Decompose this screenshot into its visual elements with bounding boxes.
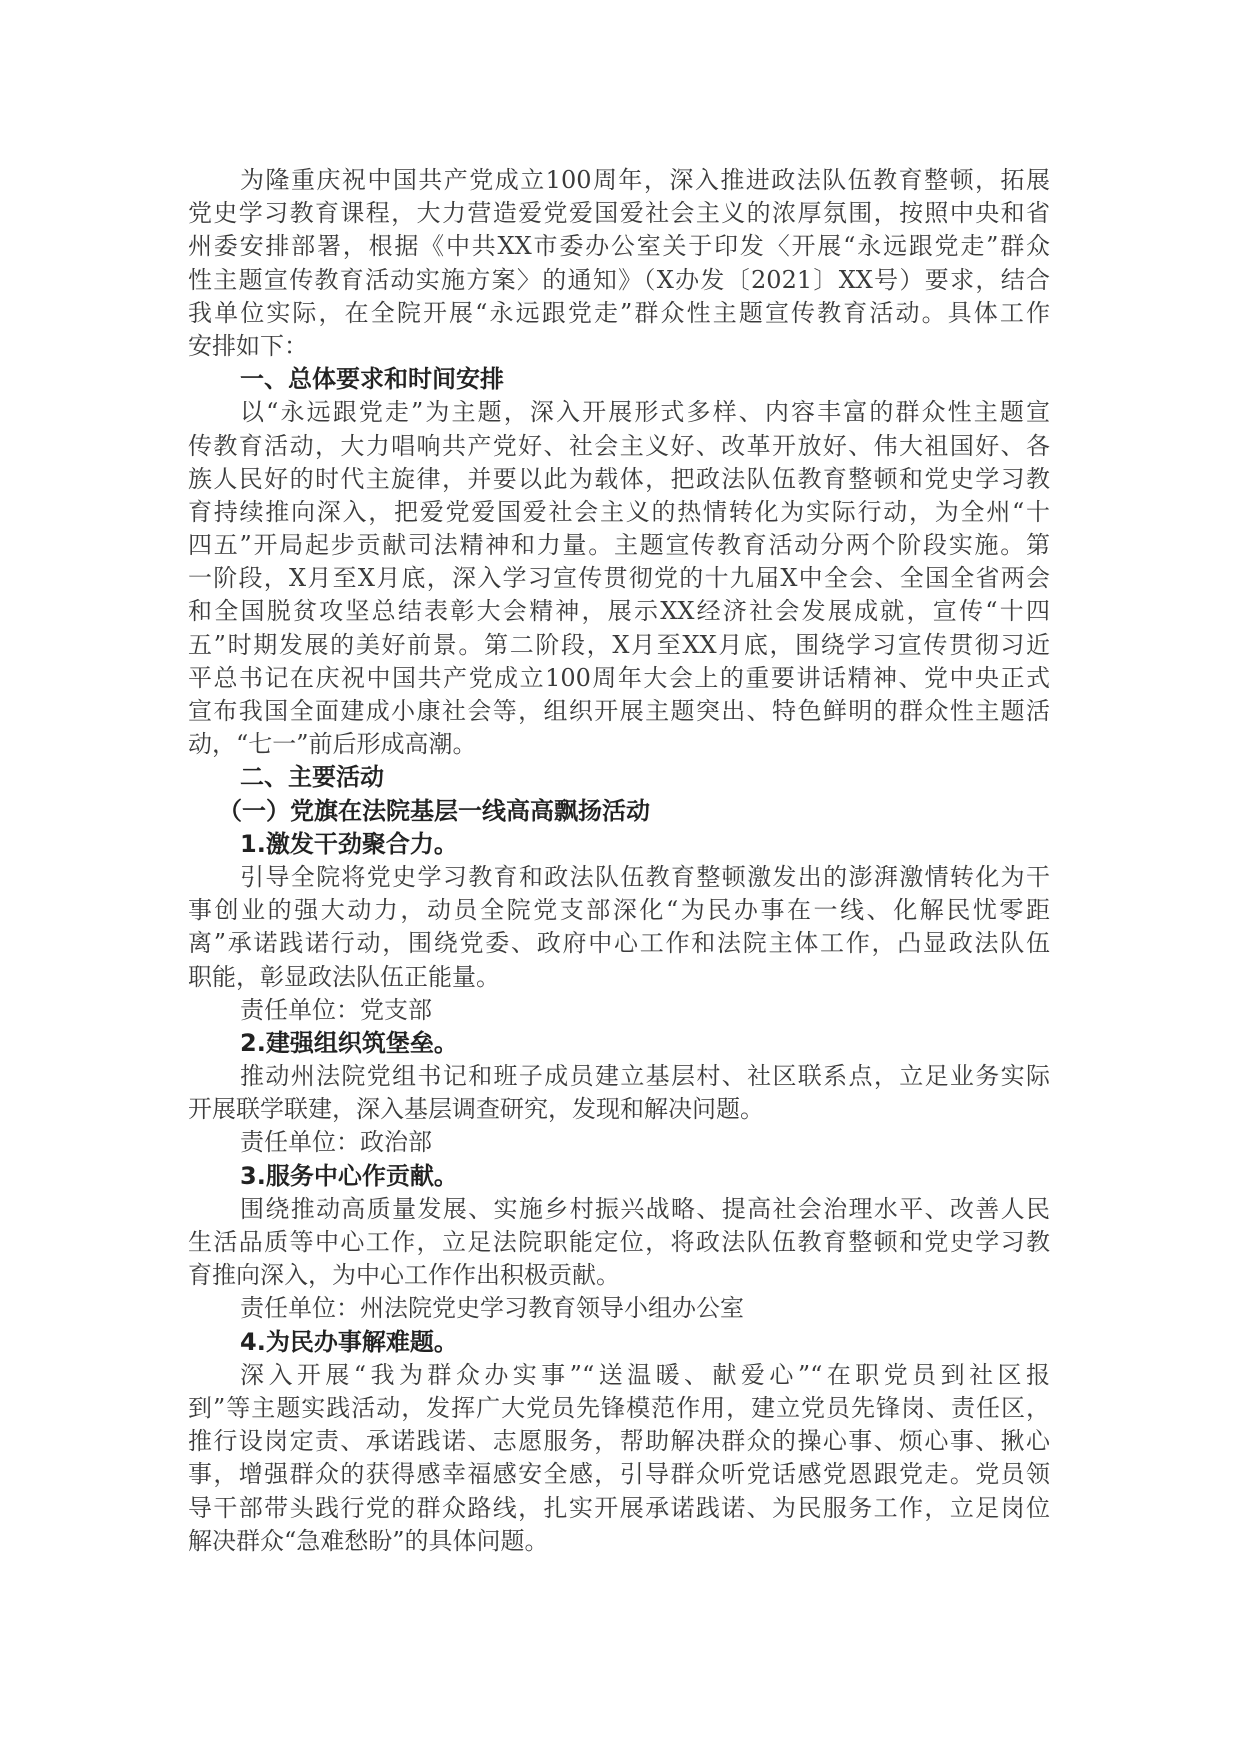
heading-text: 1.激发干劲聚合力。 bbox=[240, 829, 458, 858]
paragraph-line: 推行设岗定责、承诺践诺、志愿服务，帮助解决群众的操心事、烦心事、揪心 bbox=[188, 1427, 1050, 1456]
section-heading bbox=[188, 1027, 1050, 1060]
paragraph-line: 以“永远跟党走”为主题，深入开展形式多样、内容丰富的群众性主题宣 bbox=[240, 398, 1050, 427]
heading-text: 二、主要活动 bbox=[240, 763, 384, 792]
section-heading bbox=[188, 1326, 1050, 1359]
paragraph-line: 动，“七一”前后形成高潮。 bbox=[188, 730, 477, 759]
paragraph bbox=[188, 164, 1050, 363]
paragraph-line: 生活品质等中心工作，立足法院职能定位，将政法队伍教育整顿和党史学习教 bbox=[188, 1228, 1050, 1256]
heading-text: 4.为民办事解难题。 bbox=[240, 1327, 458, 1356]
paragraph-line: 一阶段，X月至X月底，深入学习宣传贯彻党的十九届X中全会、全国全省两会 bbox=[188, 564, 1050, 593]
paragraph bbox=[188, 396, 1050, 761]
paragraph bbox=[188, 1292, 1050, 1325]
paragraph-line: 州委安排部署，根据《中共XX市委办公室关于印发〈开展“永远跟党走”群众 bbox=[188, 232, 1050, 261]
paragraph-line: 党史学习教育课程，大力营造爱党爱国爱社会主义的浓厚氛围，按照中央和省 bbox=[188, 199, 1050, 228]
paragraph-line: 育推向深入，为中心工作作出积极贡献。 bbox=[188, 1261, 620, 1290]
paragraph-line: 平总书记在庆祝中国共产党成立100周年大会上的重要讲话精神、党中央正式 bbox=[188, 663, 1050, 692]
document-page bbox=[188, 164, 1050, 1558]
paragraph-line: 族人民好的时代主旋律，并要以此为载体，把政法队伍教育整顿和党史学习教 bbox=[188, 464, 1050, 493]
section-heading bbox=[188, 828, 1050, 861]
paragraph-line: 四五”开局起步贡献司法精神和力量。主题宣传教育活动分两个阶段实施。第 bbox=[188, 531, 1050, 560]
paragraph-line: 育持续推向深入，把爱党爱国爱社会主义的热情转化为实际行动，为全州“十 bbox=[188, 497, 1050, 526]
paragraph-line: 我单位实际，在全院开展“永远跟党走”群众性主题宣传教育活动。具体工作 bbox=[188, 298, 1050, 327]
paragraph bbox=[188, 1193, 1050, 1293]
paragraph-line: 离”承诺践诺行动，围绕党委、政府中心工作和法院主体工作，凸显政法队伍 bbox=[188, 929, 1050, 958]
paragraph-line: 五”时期发展的美好前景。第二阶段，X月至XX月底，围绕学习宣传贯彻习近 bbox=[188, 630, 1050, 659]
heading-text: 2.建强组织筑堡垒。 bbox=[240, 1028, 458, 1057]
paragraph-line: 性主题宣传教育活动实施方案〉的通知》（X办发〔2021〕XX号）要求，结合 bbox=[188, 265, 1050, 294]
section-heading bbox=[188, 761, 1050, 794]
paragraph bbox=[188, 1359, 1050, 1558]
paragraph-line: 深入开展“我为群众办实事”“送温暖、献爱心”“在职党员到社区报 bbox=[240, 1360, 1050, 1389]
paragraph-line: 到”等主题实践活动，发挥广大党员先锋模范作用，建立党员先锋岗、责任区， bbox=[188, 1393, 1050, 1422]
paragraph-line: 事创业的强大动力，动员全院党支部深化“为民办事在一线、化解民忧零距 bbox=[188, 896, 1050, 925]
paragraph-line: 引导全院将党史学习教育和政法队伍教育整顿激发出的澎湃激情转化为干 bbox=[240, 862, 1050, 891]
paragraph-line: 解决群众“急难愁盼”的具体问题。 bbox=[188, 1526, 549, 1555]
paragraph-line: 围绕推动高质量发展、实施乡村振兴战略、提高社会治理水平、改善人民 bbox=[240, 1194, 1050, 1223]
section-heading bbox=[188, 363, 1050, 396]
section-heading bbox=[188, 795, 1050, 828]
paragraph-line: 职能，彰显政法队伍正能量。 bbox=[188, 962, 500, 991]
paragraph-line: 和全国脱贫攻坚总结表彰大会精神，展示XX经济社会发展成就，宣传“十四 bbox=[188, 597, 1050, 626]
paragraph-line: 责任单位：政治部 bbox=[240, 1128, 432, 1157]
paragraph-line: 推动州法院党组书记和班子成员建立基层村、社区联系点，立足业务实际 bbox=[240, 1062, 1050, 1091]
paragraph bbox=[188, 994, 1050, 1027]
paragraph-line: 责任单位：党支部 bbox=[240, 995, 432, 1024]
paragraph-line: 安排如下： bbox=[188, 331, 308, 360]
heading-text: （一）党旗在法院基层一线高高飘扬活动 bbox=[218, 796, 650, 825]
paragraph bbox=[188, 861, 1050, 994]
heading-text: 一、总体要求和时间安排 bbox=[240, 365, 504, 394]
paragraph-line: 开展联学联建，深入基层调查研究，发现和解决问题。 bbox=[188, 1095, 764, 1124]
paragraph-line: 传教育活动，大力唱响共产党好、社会主义好、改革开放好、伟大祖国好、各 bbox=[188, 431, 1050, 460]
paragraph bbox=[188, 1126, 1050, 1159]
paragraph-line: 导干部带头践行党的群众路线，扎实开展承诺践诺、为民服务工作，立足岗位 bbox=[188, 1493, 1050, 1522]
paragraph-line: 责任单位：州法院党史学习教育领导小组办公室 bbox=[240, 1294, 744, 1323]
heading-text: 3.服务中心作贡献。 bbox=[240, 1161, 458, 1190]
paragraph bbox=[188, 1060, 1050, 1126]
paragraph-line: 事，增强群众的获得感幸福感安全感，引导群众听党话感党恩跟党走。党员领 bbox=[188, 1460, 1050, 1489]
paragraph-line: 为隆重庆祝中国共产党成立100周年，深入推进政法队伍教育整顿，拓展 bbox=[240, 166, 1050, 194]
section-heading bbox=[188, 1160, 1050, 1193]
paragraph-line: 宣布我国全面建成小康社会等，组织开展主题突出、特色鲜明的群众性主题活 bbox=[188, 697, 1050, 725]
